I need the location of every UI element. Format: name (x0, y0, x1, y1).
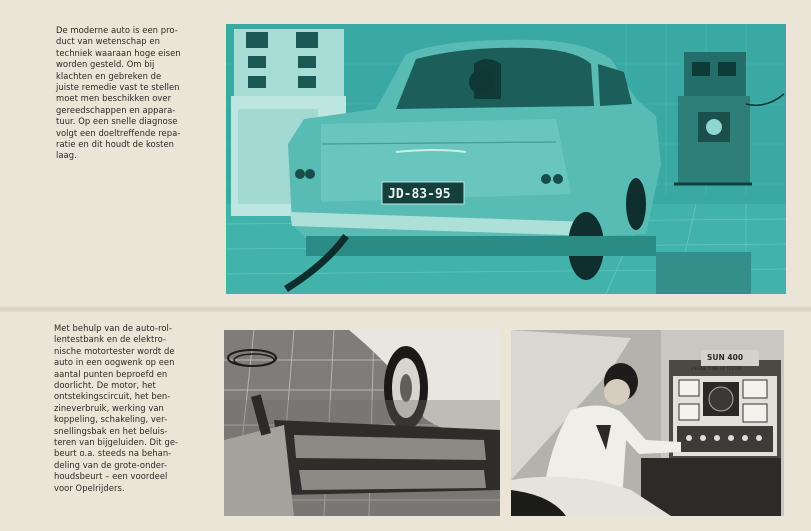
tester-photo-illustration (511, 330, 784, 516)
tester-sub-label: ENGINE TUNE-UP TESTER (691, 366, 742, 371)
roller-photo-illustration (224, 330, 500, 516)
car-on-testbench-photo (226, 24, 786, 294)
sun-400-label: SUN 400 (707, 353, 744, 362)
intro-paragraph: De moderne auto is een pro- duct van wetenschap en techniek waaraan hoge eisen worden gesteld. Om bij klachten en gebreken de juiste remedie vast te stellen moet men beschikken over gereedschappen en appara- tuur. Op een snelle diagnose volgt een doeltreffende repa- ratie en dit houdt de kosten laag. (56, 25, 181, 161)
page-fold (0, 306, 811, 312)
roller-testbench-photo (224, 330, 500, 516)
license-plate: JD-83-95 (388, 187, 451, 202)
car-photo-illustration (226, 24, 786, 294)
engine-tester-photo (511, 330, 784, 516)
testbench-paragraph: Met behulp van de auto-rol- lentestbank en de elektro- nische motortester wordt de auto in een oogwenk op een aantal punten beproefd en doorlicht. De motor, het ontstekingscircuit, het ben- zineverbruik, werking van koppeling, schakeling, ver- snellingsbak en het beluis- teren van bijgeluiden. Dit ge- beurt o.a. steeds na behan- deling van de grote-onder- houdsbeurt – een voordeel voor Opelrijders. (54, 323, 179, 493)
